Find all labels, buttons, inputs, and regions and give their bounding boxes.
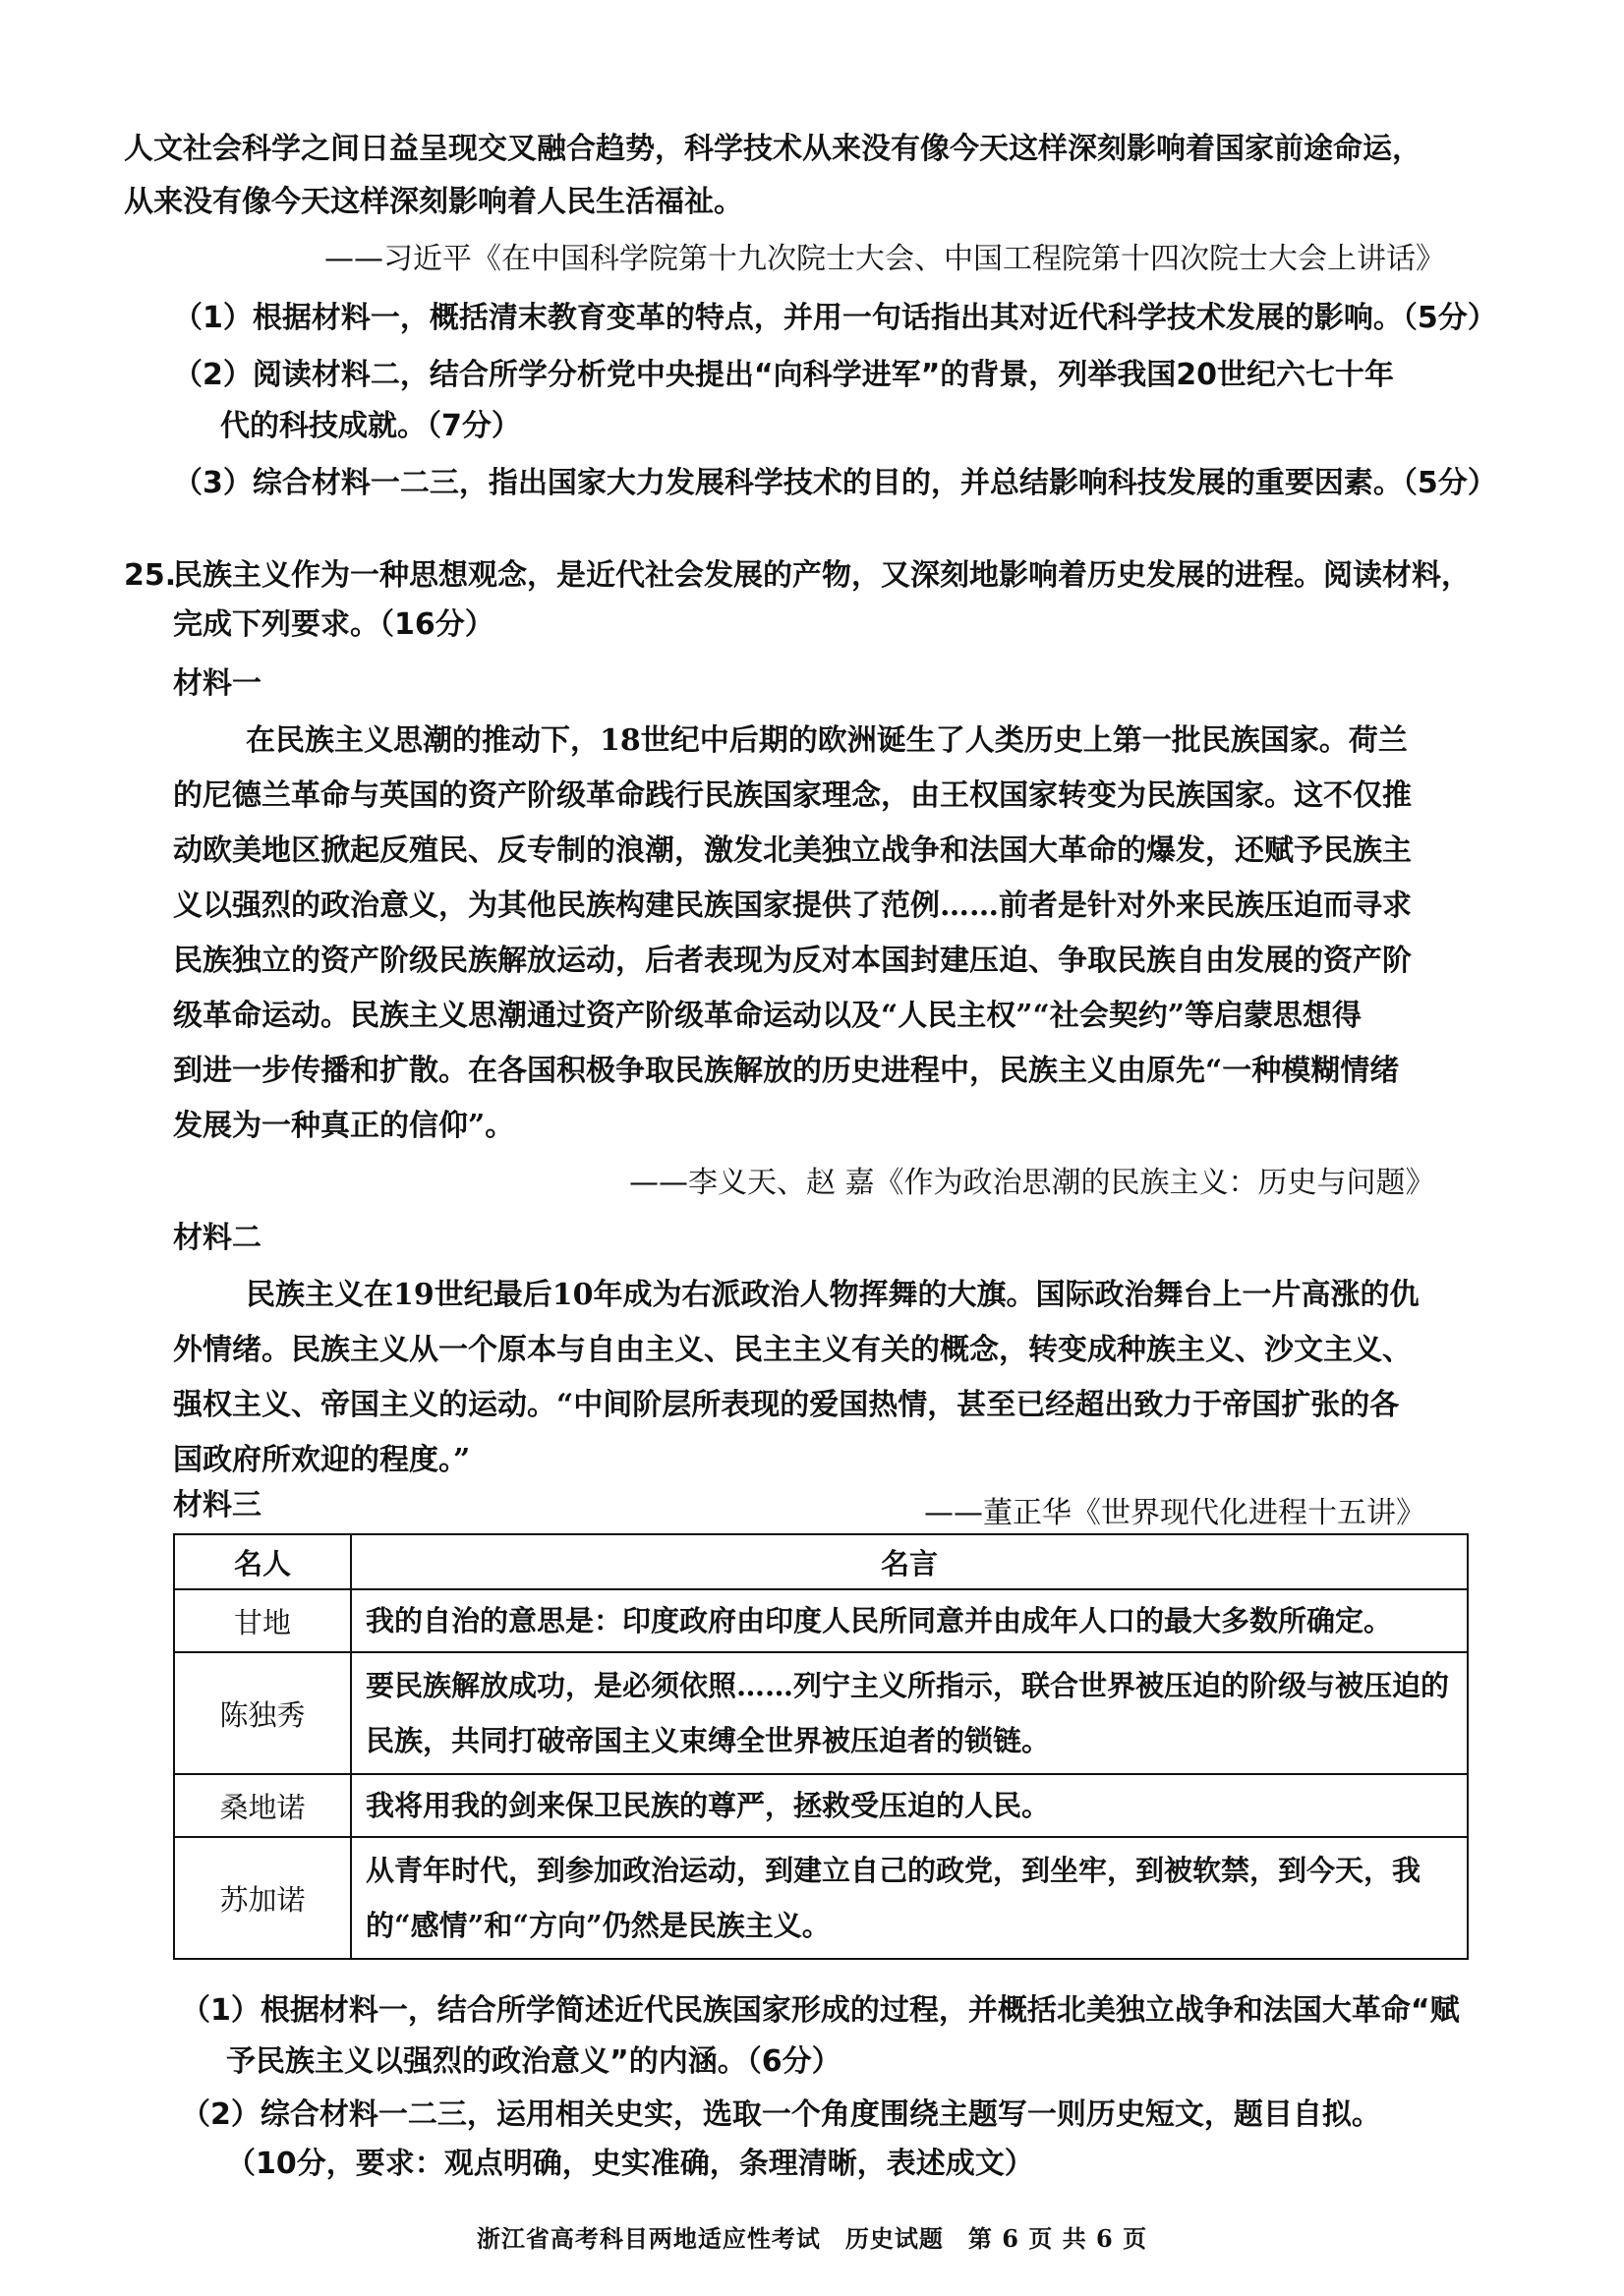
material-1-line: 义以强烈的政治意义，为其他民族构建民族国家提供了范例……前者是针对外来民族压迫而寻求 [173, 889, 1412, 923]
material-2-line: 国政府所欢迎的程度。” [173, 1443, 471, 1477]
table-cell-name: 陈独秀 [174, 1652, 351, 1774]
material-1-title: 材料一 [173, 666, 261, 701]
material-3-title: 材料三 [173, 1488, 261, 1522]
citation-dong: ——董正华《世界现代化进程十五讲》 [924, 1496, 1425, 1530]
material-1-line: 民族独立的资产阶级民族解放运动，后者表现为反对本国封建压迫、争取民族自由发展的资产阶 [173, 944, 1412, 978]
table-cell-quote: 要民族解放成功，是必须依照……列宁主义所指示，联合世界被压迫的阶级与被压迫的民族，共同打破帝国主义束缚全世界被压迫者的锁链。 [351, 1652, 1468, 1774]
quotes-table [173, 1533, 1469, 1960]
table-cell-name: 甘地 [174, 1589, 351, 1652]
table-row [174, 1837, 1468, 1959]
q24-item-1: （1）根据材料一，概括清末教育变革的特点，并用一句话指出其对近代科学技术发展的影响。（5分） [173, 301, 1497, 335]
q25-intro-line-1: 民族主义作为一种思想观念，是近代社会发展的产物，又深刻地影响着历史发展的进程。阅读材料， [173, 558, 1471, 593]
table-cell-name: 桑地诺 [174, 1774, 351, 1837]
q25-item-2-line-2: （10分，要求：观点明确，史实准确，条理清晰，表述成文） [226, 2147, 1034, 2181]
q24-item-2-line-1: （2）阅读材料二，结合所学分析党中央提出“向科学进军”的背景，列举我国20世纪六七十年 [173, 358, 1395, 392]
table-cell-quote: 从青年时代，到参加政治运动，到建立自己的政党，到坐牢，到被软禁，到今天，我的“感情”和“方向”仍然是民族主义。 [351, 1837, 1468, 1959]
table-row [174, 1589, 1468, 1652]
q25-item-1-line-1: （1）根据材料一，结合所学简述近代民族国家形成的过程，并概括北美独立战争和法国大革命“赋 [181, 1993, 1460, 2028]
table-header-row [174, 1534, 1468, 1589]
material-2-line: 外情绪。民族主义从一个原本与自由主义、民主主义有关的概念，转变成种族主义、沙文主义、 [173, 1333, 1412, 1367]
material-1-line: 级革命运动。民族主义思潮通过资产阶级革命运动以及“人民主权”“社会契约”等启蒙思想得 [173, 999, 1363, 1033]
table-cell-name: 苏加诺 [174, 1837, 351, 1959]
q24-item-3: （3）综合材料一二三，指出国家大力发展科学技术的目的，并总结影响科技发展的重要因素。（5分） [173, 466, 1497, 500]
material-2-line: 民族主义在19世纪最后10年成为右派政治人物挥舞的大旗。国际政治舞台上一片高涨的仇 [246, 1278, 1420, 1312]
table-cell-quote: 我将用我的剑来保卫民族的尊严，拯救受压迫的人民。 [351, 1774, 1468, 1837]
q24-item-2-line-2: 代的科技成就。（7分） [220, 409, 521, 443]
intro-text-line-2: 从来没有像今天这样深刻影响着人民生活福祉。 [124, 185, 743, 219]
material-2-line: 强权主义、帝国主义的运动。“中间阶层所表现的爱国热情，甚至已经超出致力于帝国扩张的各 [173, 1388, 1400, 1422]
material-1-line: 动欧美地区掀起反殖民、反专制的浪潮，激发北美独立战争和法国大革命的爆发，还赋予民族主 [173, 833, 1412, 868]
material-1-line: 到进一步传播和扩散。在各国积极争取民族解放的历史进程中，民族主义由原先“一种模糊情绪 [173, 1054, 1400, 1088]
table-header-quote: 名言 [351, 1534, 1468, 1589]
q25-intro-line-2: 完成下列要求。（16分） [173, 607, 494, 642]
material-1-line: 在民族主义思潮的推动下，18世纪中后期的欧洲诞生了人类历史上第一批民族国家。荷兰 [246, 723, 1408, 758]
page-footer: 浙江省高考科目两地适应性考试 历史试题 第 6 页 共 6 页 [476, 2224, 1148, 2253]
q25-number: 25. [124, 558, 177, 593]
citation-li-zhao: ——李义天、赵 嘉《作为政治思潮的民族主义：历史与问题》 [629, 1166, 1435, 1200]
citation-xi: ——习近平《在中国科学院第十九次院士大会、中国工程院第十四次院士大会上讲话》 [324, 242, 1445, 276]
material-1-line: 发展为一种真正的信仰”。 [173, 1109, 515, 1143]
table-cell-quote: 我的自治的意思是：印度政府由印度人民所同意并由成年人口的最大多数所确定。 [351, 1589, 1468, 1652]
table-row [174, 1652, 1468, 1774]
material-1-line: 的尼德兰革命与英国的资产阶级革命践行民族国家理念，由王权国家转变为民族国家。这不仅推 [173, 778, 1412, 813]
intro-text-line-1: 人文社会科学之间日益呈现交叉融合趋势，科学技术从来没有像今天这样深刻影响着国家前途命运， [124, 132, 1421, 166]
q25-item-2-line-1: （2）综合材料一二三，运用相关史实，选取一个角度围绕主题写一则历史短文，题目自拟。 [181, 2097, 1381, 2132]
material-2-title: 材料二 [173, 1221, 261, 1255]
table-row [174, 1774, 1468, 1837]
q25-item-1-line-2: 予民族主义以强烈的政治意义”的内涵。（6分） [226, 2044, 841, 2079]
table-header-name: 名人 [174, 1534, 351, 1589]
